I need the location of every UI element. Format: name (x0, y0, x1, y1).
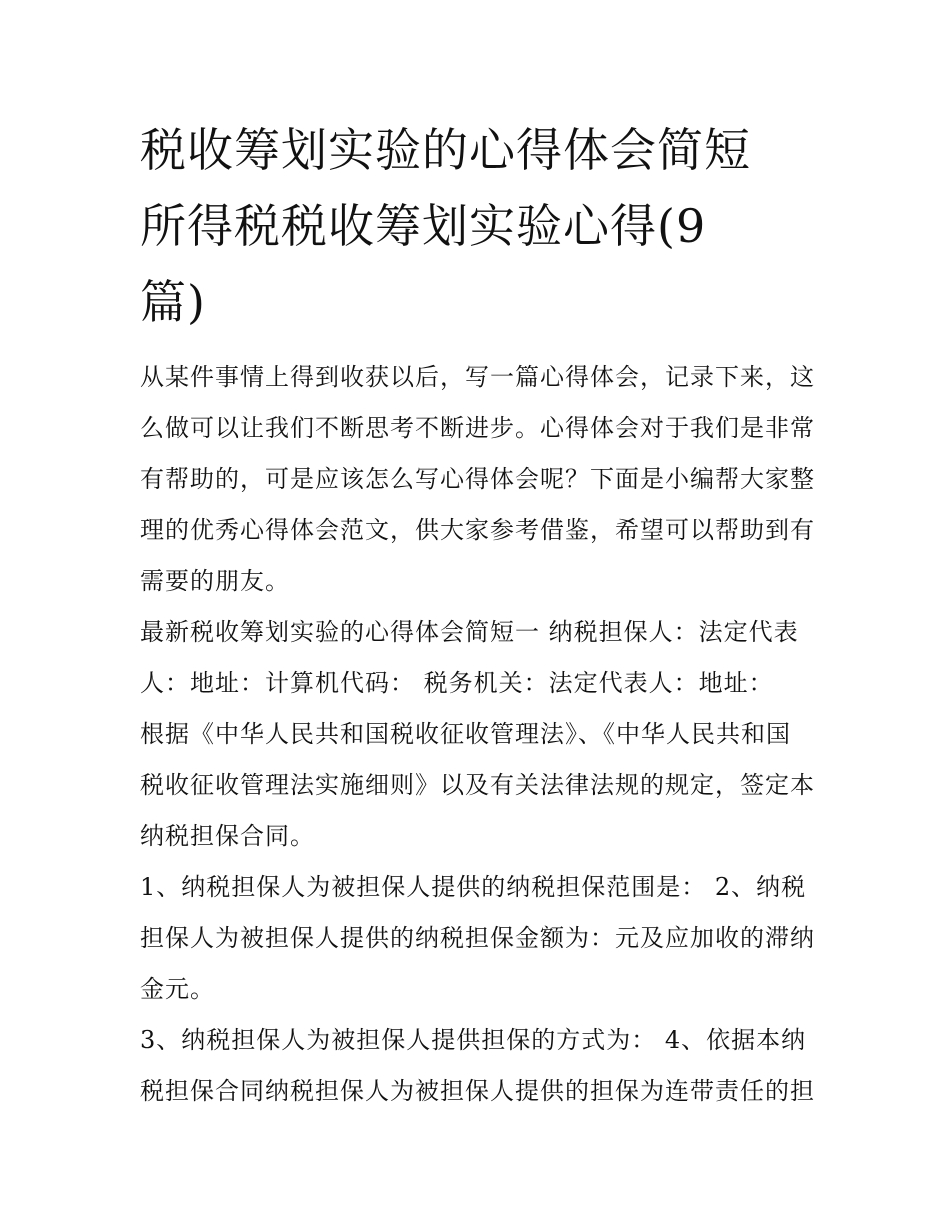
document-page (140, 112, 816, 1117)
text-line: 人：地址：计算机代码： 税务机关：法定代表人：地址： (140, 669, 774, 697)
clause-paragraph (140, 862, 816, 1015)
text-line: 纳税担保合同。 (140, 822, 315, 850)
text-line: 理的优秀心得体会范文，供大家参考借鉴，希望可以帮助到有 (140, 516, 815, 544)
text-line: 金元。 (140, 975, 215, 1003)
text-line: 有帮助的，可是应该怎么写心得体会呢？下面是小编帮大家整 (140, 465, 815, 493)
text-line: 税收征收管理法实施细则》以及有关法律法规的规定，签定本 (140, 771, 815, 799)
text-line: 担保人为被担保人提供的纳税担保金额为：元及应加收的滞纳 (140, 924, 815, 952)
text-line: 3、纳税担保人为被担保人提供担保的方式为： 4、依据本纳 (140, 1026, 807, 1054)
text-line: 根据《中华人民共和国税收征收管理法》、《中华人民共和国 (140, 720, 791, 748)
title-line: 篇) (140, 275, 206, 329)
title-line: 税收筹划实验的心得体会简短 (140, 123, 751, 177)
text-line: 需要的朋友。 (140, 567, 290, 595)
title-line: 所得税税收筹划实验心得(9 (140, 199, 707, 253)
text-line: 么做可以让我们不断思考不断进步。心得体会对于我们是非常 (140, 414, 815, 442)
intro-paragraph (140, 352, 816, 607)
text-line: 从某件事情上得到收获以后，写一篇心得体会，记录下来，这 (140, 363, 815, 391)
text-line: 最新税收筹划实验的心得体会简短一 纳税担保人：法定代表 (140, 618, 799, 646)
text-line: 1、纳税担保人为被担保人提供的纳税担保范围是： 2、纳税 (140, 873, 807, 901)
contract-header-paragraph (140, 607, 816, 862)
clause-paragraph (140, 1015, 816, 1117)
text-line: 税担保合同纳税担保人为被担保人提供的担保为连带责任的担 (140, 1077, 815, 1105)
document-title (140, 112, 816, 340)
